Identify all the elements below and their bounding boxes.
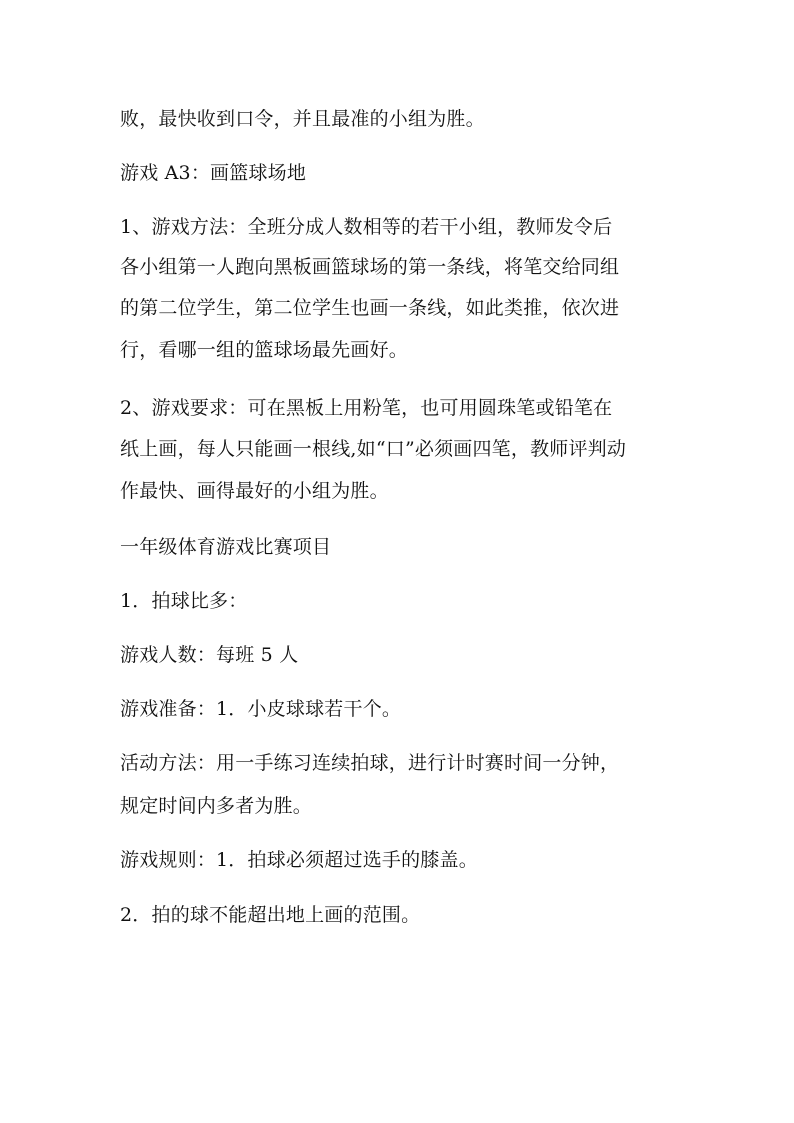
paragraph-line: 作最快、画得最好的小组为胜。 [120, 480, 389, 502]
list-item-heading: 1．拍球比多： [120, 590, 248, 612]
section-heading-game-a3: 游戏 A3：画篮球场地 [120, 162, 307, 184]
paragraph-line: 的第二位学生，第二位学生也画一条线，如此类推，依次进 [120, 297, 620, 319]
paragraph-line: 活动方法：用一手练习连续拍球，进行计时赛时间一分钟， [120, 752, 620, 774]
paragraph-line: 各小组第一人跑向黑板画篮球场的第一条线，将笔交给同组 [120, 256, 620, 278]
paragraph-line: 游戏规则：1．拍球必须超过选手的膝盖。 [120, 849, 478, 871]
paragraph-line: 行，看哪一组的篮球场最先画好。 [120, 339, 409, 361]
paragraph-line: 2、游戏要求：可在黑板上用粉笔，也可用圆珠笔或铅笔在 [120, 397, 613, 419]
paragraph-line: 游戏准备：1．小皮球球若干个。 [120, 698, 402, 720]
paragraph-line: 2．拍的球不能超出地上画的范围。 [120, 904, 421, 926]
paragraph-line: 规定时间内多者为胜。 [120, 795, 313, 817]
paragraph-line: 1、游戏方法：全班分成人数相等的若干小组，教师发令后 [120, 216, 613, 238]
paragraph-line: 纸上画，每人只能画一根线,如“口”必须画四笔，教师评判动 [120, 438, 627, 460]
section-heading-grade-one: 一年级体育游戏比赛项目 [120, 536, 332, 558]
paragraph-line: 游戏人数：每班 5 人 [120, 644, 299, 666]
paragraph-line: 败，最快收到口令，并且最准的小组为胜。 [120, 108, 485, 130]
